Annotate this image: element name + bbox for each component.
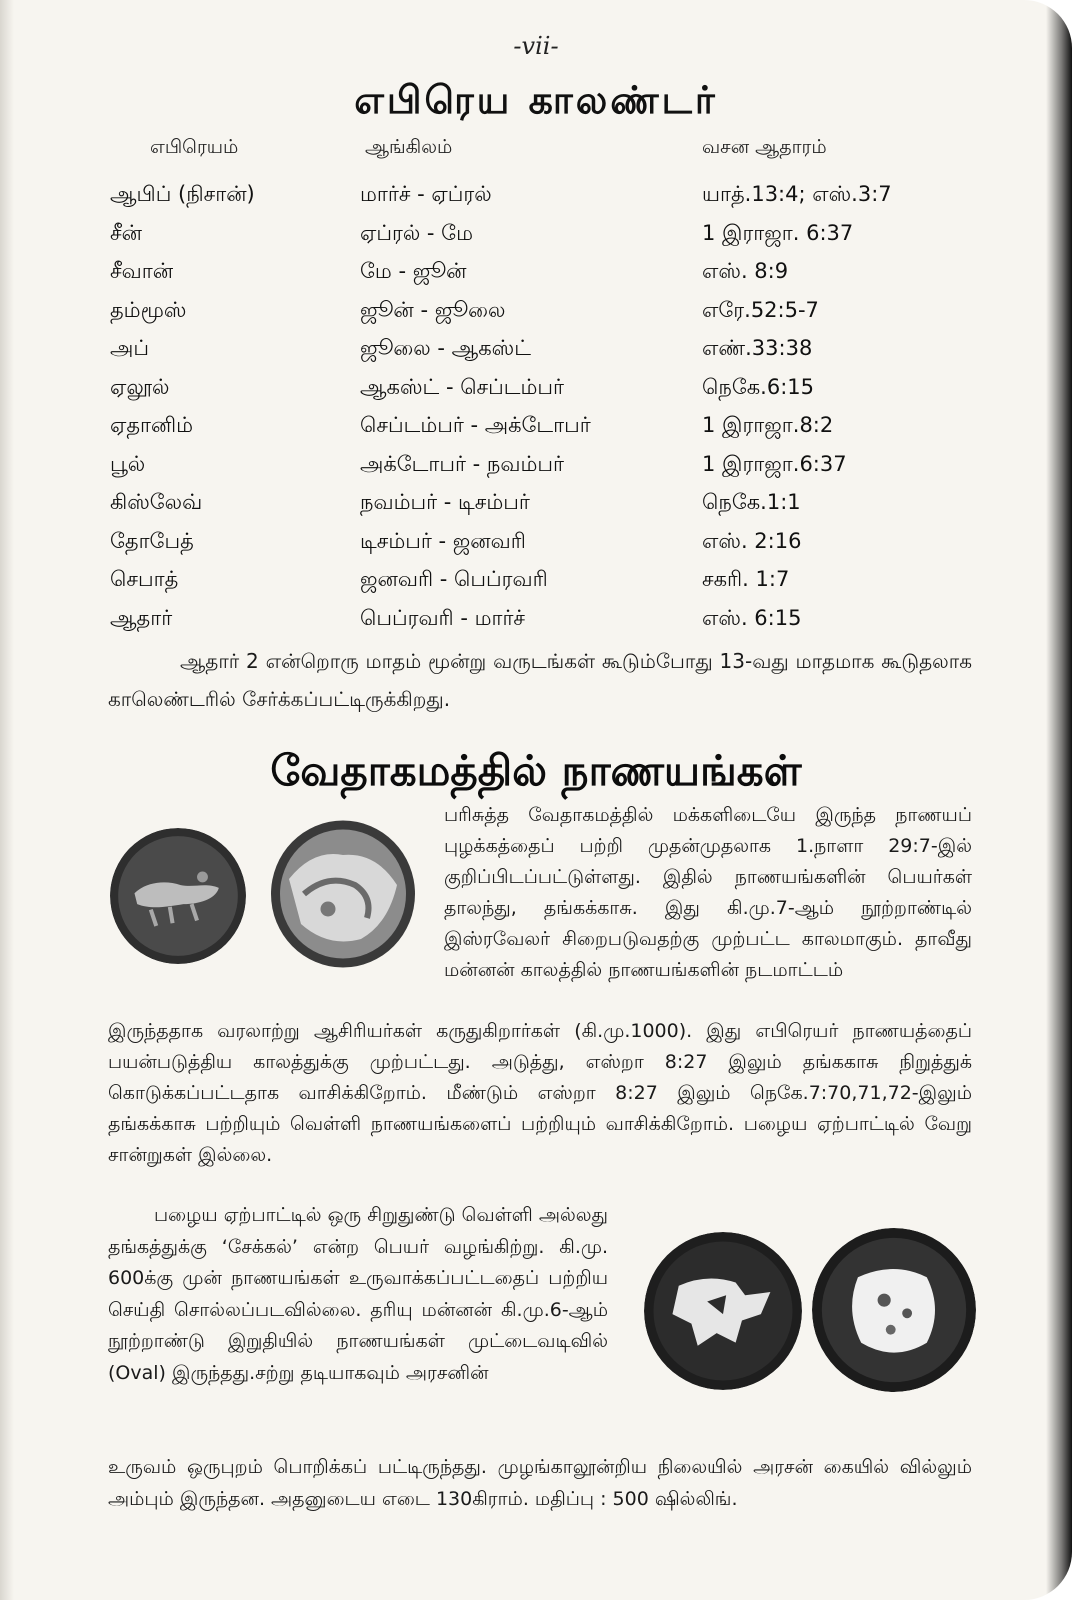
english-months: ஆகஸ்ட் - செப்டம்பர் <box>360 374 565 399</box>
calendar-row <box>110 255 990 294</box>
verse-reference: நெகே.6:15 <box>702 374 814 399</box>
calendar-note: ஆதார் 2 என்றொரு மாதம் மூன்று வருடங்கள் கூடும்போது 13-வது மாதமாக கூடுதலாக காலெண்டரில் சேர்க்கப்பட்டிருக்கிறது. <box>108 649 972 711</box>
calendar-row <box>110 448 990 487</box>
coin-image-reverse-1 <box>268 818 418 970</box>
english-months: ஜனவரி - பெப்ரவரி <box>360 567 548 591</box>
verse-reference: எரே.52:5-7 <box>702 297 819 322</box>
coins-paragraph-1-continued: இருந்ததாக வரலாற்று ஆசிரியர்கள் கருதுகிறார்கள் (கி.மு.1000). இது எபிரெயர் நாணயத்தைப் பயன்படுத்திய காலத்துக்கு முற்பட்டது. அடுத்து, எஸ்றா 8:27 இலும் தங்ககாசு நிறுத்துக் கொடுக்கப்பட்டதாக வாசிக்கிறோம். மீண்டும் எஸ்றா 8:27 இலும் நெகே.7:70,71,72-இலும் தங்கக்காசு பற்றியும் வெள்ளி நாணயங்களைப் பற்றியும் வாசிக்கிறோம். பழைய ஏற்பாட்டில் வேறு சான்றுகள் இல்லை. <box>108 1020 972 1166</box>
verse-reference: எஸ். 2:16 <box>702 528 802 553</box>
english-months: மார்ச் - ஏப்ரல் <box>360 182 492 206</box>
coin-image-obverse-2 <box>644 1232 802 1390</box>
calendar-table <box>110 130 990 640</box>
english-months: நவம்பர் - டிசம்பர் <box>360 490 530 514</box>
hebrew-month: பூல் <box>110 451 146 476</box>
column-header-hebrew: எபிரெயம் <box>150 136 239 158</box>
calendar-row <box>110 525 990 564</box>
calendar-title: எபிரெய காலண்டர் <box>354 78 718 122</box>
verse-reference: யாத்.13:4; எஸ்.3:7 <box>702 182 892 206</box>
hebrew-month: ஆதார் <box>110 605 173 630</box>
calendar-header-row <box>110 130 990 178</box>
english-months: செப்டம்பர் - அக்டோபர் <box>360 413 591 437</box>
english-months: ஜூலை - ஆகஸ்ட் <box>360 336 531 360</box>
coin-image-reverse-2 <box>812 1228 976 1392</box>
hebrew-month: தம்மூஸ் <box>110 297 187 322</box>
column-header-verse: வசன ஆதாரம் <box>702 136 827 158</box>
calendar-row <box>110 371 990 410</box>
english-months: ஏப்ரல் - மே <box>360 220 473 245</box>
hebrew-month: சீன் <box>110 220 142 245</box>
verse-reference: 1 இராஜா. 6:37 <box>702 220 854 245</box>
english-months: டிசம்பர் - ஜனவரி <box>360 528 526 553</box>
calendar-row <box>110 217 990 256</box>
calendar-row <box>110 409 990 448</box>
verse-reference: எஸ். 8:9 <box>702 259 789 283</box>
hebrew-month: கிஸ்லேவ் <box>110 490 203 514</box>
verse-reference: 1 இராஜா.6:37 <box>702 451 847 476</box>
calendar-row <box>110 178 990 217</box>
hebrew-month: ஏதானிம் <box>110 413 194 437</box>
calendar-row <box>110 486 990 525</box>
calendar-row <box>110 332 990 371</box>
verse-reference: சகரி. 1:7 <box>702 567 790 591</box>
verse-reference: 1 இராஜா.8:2 <box>702 413 834 437</box>
english-months: மே - ஜூன் <box>360 259 467 283</box>
english-months: ஜூன் - ஜூலை <box>360 297 506 322</box>
page-number: -vii- <box>513 32 559 60</box>
calendar-row <box>110 602 990 641</box>
coins-section-title: வேதாகமத்தில் நாணயங்கள் <box>270 746 802 795</box>
hebrew-month: சீவான் <box>110 259 174 283</box>
hebrew-month: செபாத் <box>110 567 179 591</box>
english-months: பெப்ரவரி - மார்ச் <box>360 605 526 630</box>
column-header-english: ஆங்கிலம் <box>365 136 453 158</box>
calendar-row <box>110 563 990 602</box>
coins-paragraph-2-continued: உருவம் ஒருபுறம் பொறிக்கப் பட்டிருந்தது. முழங்காலூன்றிய நிலையில் அரசன் கையில் வில்லும் அம்பும் இருந்தன. அதனுடைய எடை 130கிராம். மதிப்பு : 500 ஷில்லிங். <box>108 1456 972 1510</box>
coins-paragraph-2-wrapped: பழைய ஏற்பாட்டில் ஒரு சிறுதுண்டு வெள்ளி அல்லது தங்கத்துக்கு ‘சேக்கல்’ என்ற பெயர் வழங்கிற்று. கி.மு. 600க்கு முன் நாணயங்கள் உருவாக்கப்பட்டதைப் பற்றிய செய்தி சொல்லப்படவில்லை. தரியு மன்னன் கி.மு.6-ஆம் நூற்றாண்டு இறுதியில் நாணயங்கள் முட்டைவடிவில் (Oval) இருந்தது.சற்று தடியாகவும் அரசனின் <box>108 1204 608 1384</box>
hebrew-month: ஆபிப் (நிசான்) <box>110 182 255 206</box>
verse-reference: நெகே.1:1 <box>702 490 801 514</box>
hebrew-month: தோபேத் <box>110 528 194 553</box>
coin-image-obverse-1 <box>110 828 246 964</box>
english-months: அக்டோபர் - நவம்பர் <box>360 451 564 476</box>
verse-reference: எண்.33:38 <box>702 336 813 360</box>
coins-paragraph-1-wrapped: பரிசுத்த வேதாகமத்தில் மக்களிடையே இருந்த நாணயப் புழக்கத்தைப் பற்றி முதன்முதலாக 1.நாளா 29:7-இல் குறிப்பிடப்பட்டுள்ளது. இதில் நாணயங்களின் பெயர்கள் தாலந்து, தங்கக்காசு. இது கி.மு.7-ஆம் நூற்றாண்டில் இஸ்ரவேலர் சிறைபடுவதற்கு முற்பட்ட காலமாகும். தாவீது மன்னன் காலத்தில் நாணயங்களின் நடமாட்டம் <box>444 804 972 981</box>
calendar-row <box>110 294 990 333</box>
hebrew-month: ஏலூல் <box>110 374 170 399</box>
verse-reference: எஸ். 6:15 <box>702 605 802 630</box>
hebrew-month: அப் <box>110 336 149 360</box>
